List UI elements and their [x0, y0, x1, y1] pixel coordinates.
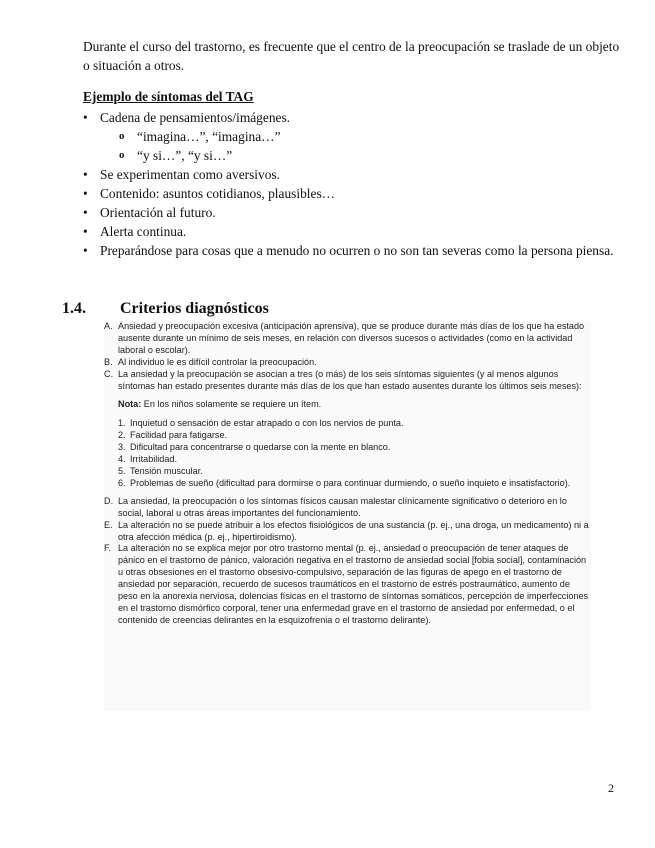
list-item: • Contenido: asuntos cotidianos, plausibles… [83, 184, 623, 203]
criterion-d [104, 496, 591, 520]
symptom-text: Cadena de pensamientos/imágenes. [100, 110, 291, 125]
criterion-label: D. [104, 495, 114, 506]
criterion-a [104, 321, 591, 357]
list-item: 1. Inquietud o sensación de estar atrapado o con los nervios de punta. [118, 418, 404, 429]
criterion-c-items [118, 418, 591, 489]
sub-list-item: o “imagina…”, “imagina…” [100, 127, 623, 146]
criterion-note [118, 399, 591, 411]
list-item: • Se experimentan como aversivos. [83, 165, 623, 184]
list-item: 6. Problemas de sueño (dificultad para dormirse o para continuar durmiendo, o sueño inquieto e insatisfactorio). [118, 477, 571, 488]
list-item: • Orientación al futuro. [83, 203, 623, 222]
list-item [83, 108, 623, 165]
criterion-c [104, 369, 591, 393]
symptoms-list [83, 108, 623, 260]
list-item: • Preparándose para cosas que a menudo no ocurren o no son tan severas como la persona piensa. [83, 241, 623, 260]
list-item: • Alerta continua. [83, 222, 623, 241]
section-heading [62, 300, 269, 318]
criterion-text: La alteración no se explica mejor por otro trastorno mental (p. ej., ansiedad o preocupación de tener ataques de pánico en el trastorno de pánico, valoración negativa en el trastorno de ansiedad social [fobia social], contaminación u otras obsesiones en el trastorno obsesivo-compulsivo, separación de las figuras de apego en el trastorno de ansiedad por separación, recuerdo de sucesos traumáticos en el trastorno de estrés postraumático, aumento de peso en la anorexia nerviosa, dolencias físicas en el trastorno de síntomas somáticos, percepción de imperfecciones en el trastorno dismórfico corporal, tener una enfermedad grave en el trastorno de ansiedad por enfermedad, o el contenido de creencias delirantes en la esquizofrenia o el trastorno delirante). [118, 543, 589, 625]
diagnostic-criteria-box [104, 321, 591, 711]
symptoms-heading: Ejemplo de síntomas del TAG [83, 89, 254, 104]
section-number: 1.4. [62, 300, 86, 317]
criterion-f [104, 543, 591, 626]
criterion-label: B. [104, 356, 113, 367]
criterion-text: Ansiedad y preocupación excesiva (anticipación aprensiva), que se produce durante más días de los que ha estado ausente durante un mínimo de seis meses, en relación con diversos sucesos o actividades (como en la actividad laboral o escolar). [118, 321, 585, 355]
criterion-text: La ansiedad y la preocupación se asocian a tres (o más) de los seis síntomas siguientes (y al menos algunos síntomas han estado presentes durante más días de los que han estado ausentes durante los últimos seis meses): [118, 368, 582, 391]
criterion-label: C. [104, 368, 114, 379]
list-item: 2. Facilidad para fatigarse. [118, 430, 228, 441]
criterion-b [104, 357, 591, 369]
note-label: Nota: [118, 399, 142, 410]
criterion-text: La ansiedad, la preocupación o los síntomas físicos causan malestar clínicamente significativo o deterioro en lo social, laboral u otras áreas importantes del funcionamiento. [118, 495, 567, 518]
criterion-text: La alteración no se puede atribuir a los efectos fisiológicos de una sustancia (p. ej., una droga, un medicamento) ni a otra afección médica (p. ej., hipertiroidismo). [118, 519, 589, 542]
section-title: Criterios diagnósticos [120, 300, 269, 317]
criterion-label: E. [104, 519, 113, 530]
list-item: 4. Irritabilidad. [118, 454, 178, 465]
sub-list [100, 127, 623, 165]
sub-list-item: o “y si…”, “y si…” [100, 146, 623, 165]
list-item: 3. Dificultad para concentrarse o quedarse con la mente en blanco. [118, 442, 391, 453]
criterion-label: F. [104, 543, 112, 554]
criterion-e [104, 520, 591, 544]
intro-paragraph: Durante el curso del trastorno, es frecuente que el centro de la preocupación se traslade de un objeto o situación a otros. [83, 39, 620, 73]
list-item: 5. Tensión muscular. [118, 465, 203, 476]
note-text: En los niños solamente se requiere un ítem. [141, 399, 322, 410]
page-number: 2 [608, 781, 614, 795]
criterion-label: A. [104, 321, 113, 331]
criterion-text: Al individuo le es difícil controlar la preocupación. [118, 356, 317, 367]
